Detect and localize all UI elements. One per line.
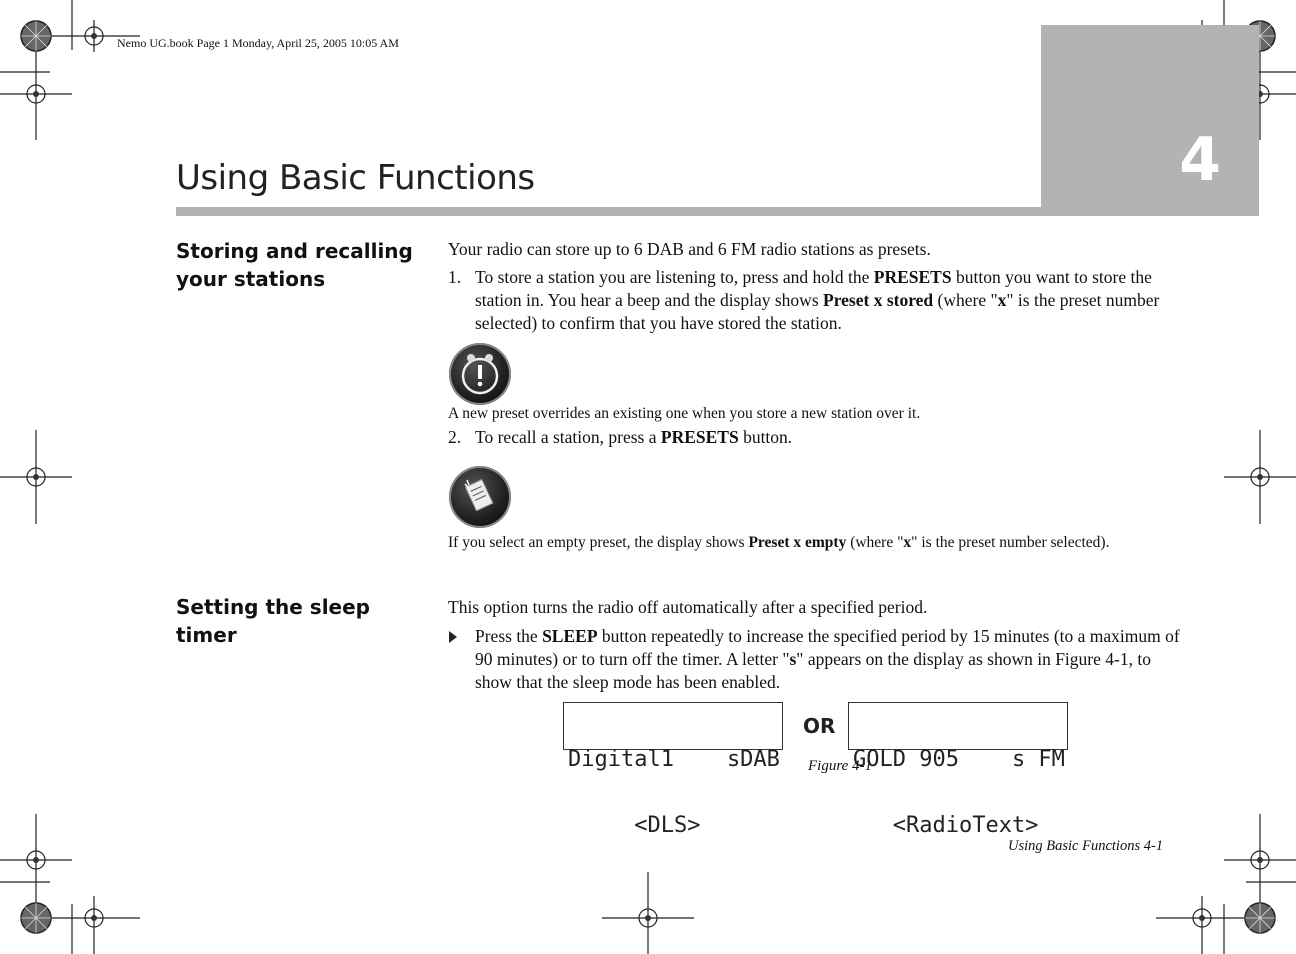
- section-heading-sleep: [176, 593, 426, 649]
- step-number: 2.: [448, 427, 462, 447]
- warning-note: A new preset overrides an existing one when you store a new station over it.: [448, 405, 921, 422]
- page-title: Using Basic Functions: [176, 158, 535, 198]
- section-body-storing: [448, 238, 1183, 335]
- bullet-text: Press the SLEEP button repeatedly to increase the specified period by 15 minutes (to a maximum of 90 minutes) or to turn off the timer. A letter "s" appears on the display as shown in Figure 4-1, to show that the sleep mode has been enabled.: [475, 626, 1180, 692]
- figure-caption: Figure 4-1: [808, 758, 873, 774]
- arrow-bullet-icon: [448, 625, 475, 694]
- heading-line: Setting the sleep: [176, 595, 370, 619]
- heading-line: timer: [176, 623, 237, 647]
- section-heading-storing: [176, 237, 426, 293]
- bullet-step: [448, 625, 1183, 694]
- print-header: Nemo UG.book Page 1 Monday, April 25, 2005 10:05 AM: [117, 36, 399, 50]
- title-rule: [176, 207, 1259, 216]
- step-number: 1.: [448, 267, 462, 287]
- tip-note: If you select an empty preset, the display shows Preset x empty (where "x" is the preset number selected).: [448, 534, 1110, 551]
- step-text: To store a station you are listening to, press and hold the PRESETS button you want to store the station in. You hear a beep and the display shows Preset x stored (where "x" is the preset number selected) to confirm that you have stored the station.: [475, 267, 1160, 333]
- notepad-tip-icon: [449, 466, 511, 528]
- section-body-sleep: [448, 596, 1183, 694]
- lcd-line: Digital1 sDAB: [568, 747, 780, 772]
- step-text: To recall a station, press a PRESETS button.: [475, 427, 793, 447]
- alarm-clock-warning-icon: [449, 343, 511, 405]
- intro-paragraph: Your radio can store up to 6 DAB and 6 FM radio stations as presets.: [448, 239, 931, 259]
- lcd-display-dab: [563, 702, 783, 838]
- step-1: [448, 266, 1183, 335]
- chapter-number: 4: [1179, 125, 1221, 195]
- step-2: [448, 426, 1183, 449]
- lcd-display-fm: [848, 702, 1068, 838]
- or-label: OR: [803, 714, 836, 738]
- lcd-line: GOLD 905 s FM: [853, 747, 1065, 772]
- lcd-line: <RadioText>: [853, 813, 1039, 838]
- heading-line: Storing and recalling: [176, 239, 413, 263]
- page-footer: Using Basic Functions 4-1: [1008, 838, 1164, 854]
- lcd-line: <DLS>: [568, 813, 701, 838]
- heading-line: your stations: [176, 267, 326, 291]
- intro-paragraph: This option turns the radio off automatically after a specified period.: [448, 597, 928, 617]
